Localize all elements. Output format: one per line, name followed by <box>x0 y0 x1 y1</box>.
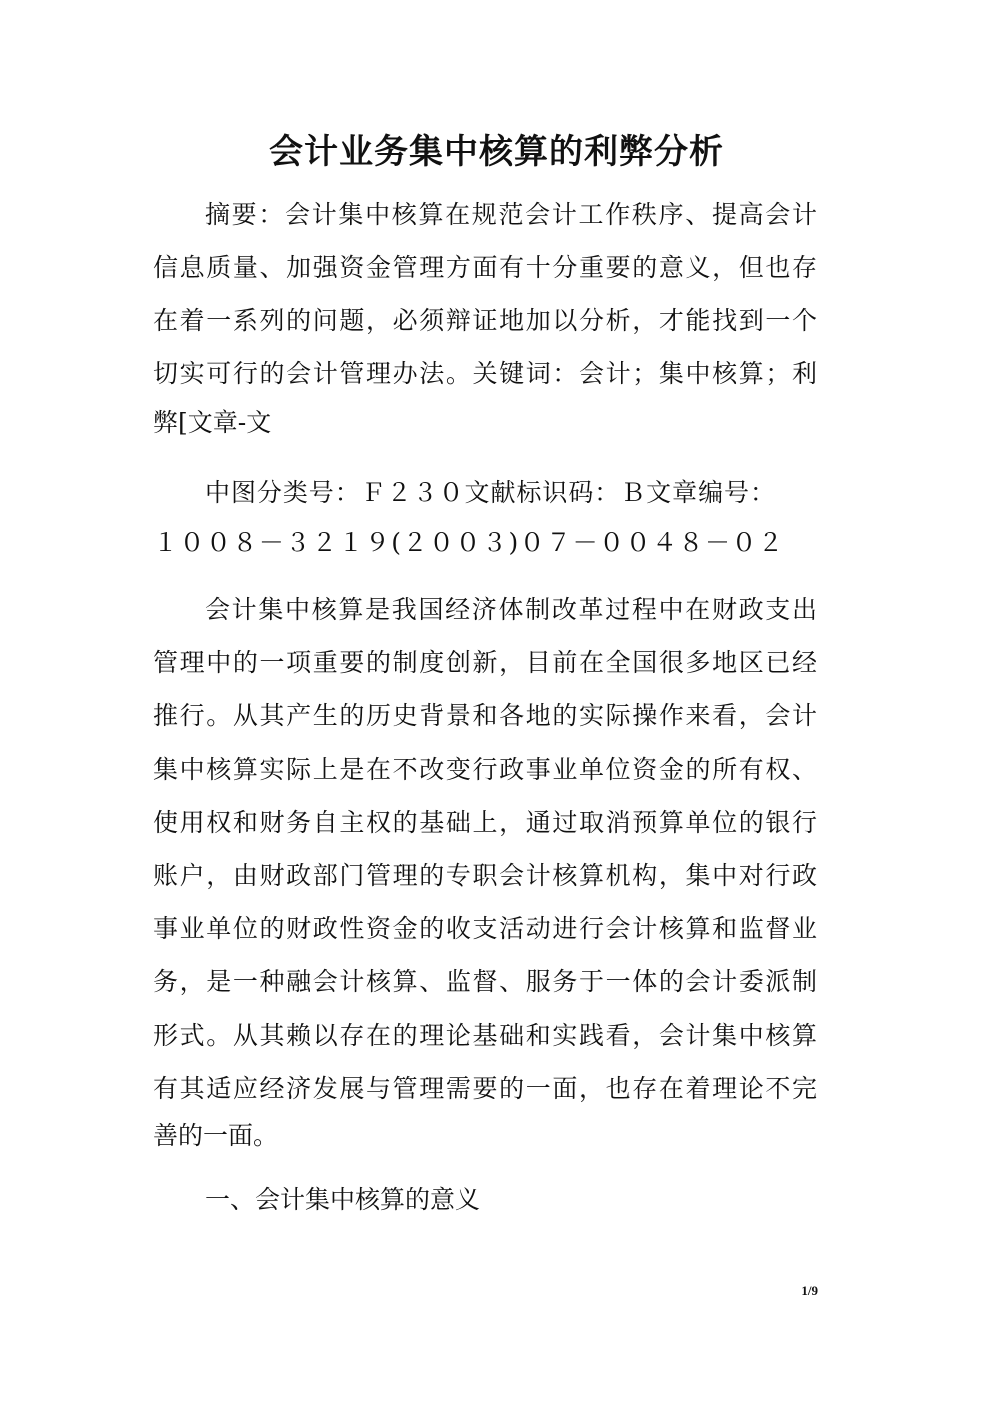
body-line: 集中核算实际上是在不改变行政事业单位资金的所有权、 <box>153 755 817 784</box>
abstract-line: 切实可行的会计管理办法。关键词：会计；集中核算；利 <box>153 359 817 388</box>
classification-line: 中图分类号：Ｆ２３０文献标识码：Ｂ文章编号： <box>205 478 775 507</box>
abstract-line: 弊[文章-文 <box>153 408 272 437</box>
body-line: 推行。从其产生的历史背景和各地的实际操作来看，会计 <box>153 701 817 730</box>
page-number: 1/9 <box>801 1283 818 1298</box>
body-line: 使用权和财务自主权的基础上，通过取消预算单位的银行 <box>153 808 817 837</box>
section-heading: 一、会计集中核算的意义 <box>205 1185 481 1214</box>
classification-line: １００８－３２１９(２００３)０７－００４８－０２ <box>153 528 783 557</box>
body-line: 会计集中核算是我国经济体制改革过程中在财政支出 <box>205 595 817 624</box>
document-title: 会计业务集中核算的利弊分析 <box>269 132 724 172</box>
body-line: 事业单位的财政性资金的收支活动进行会计核算和监督业 <box>153 914 817 943</box>
body-line: 务，是一种融会计核算、监督、服务于一体的会计委派制 <box>153 967 817 996</box>
abstract-line: 摘要：会计集中核算在规范会计工作秩序、提高会计 <box>205 200 817 229</box>
body-line: 管理中的一项重要的制度创新，目前在全国很多地区已经 <box>153 648 817 677</box>
body-line: 形式。从其赖以存在的理论基础和实践看，会计集中核算 <box>153 1021 817 1050</box>
abstract-line: 信息质量、加强资金管理方面有十分重要的意义，但也存 <box>153 253 817 282</box>
body-line: 有其适应经济发展与管理需要的一面，也存在着理论不完 <box>153 1074 817 1103</box>
body-line: 账户，由财政部门管理的专职会计核算机构，集中对行政 <box>153 861 817 890</box>
body-line: 善的一面。 <box>153 1121 279 1150</box>
abstract-line: 在着一系列的问题，必须辩证地加以分析，才能找到一个 <box>153 306 817 335</box>
